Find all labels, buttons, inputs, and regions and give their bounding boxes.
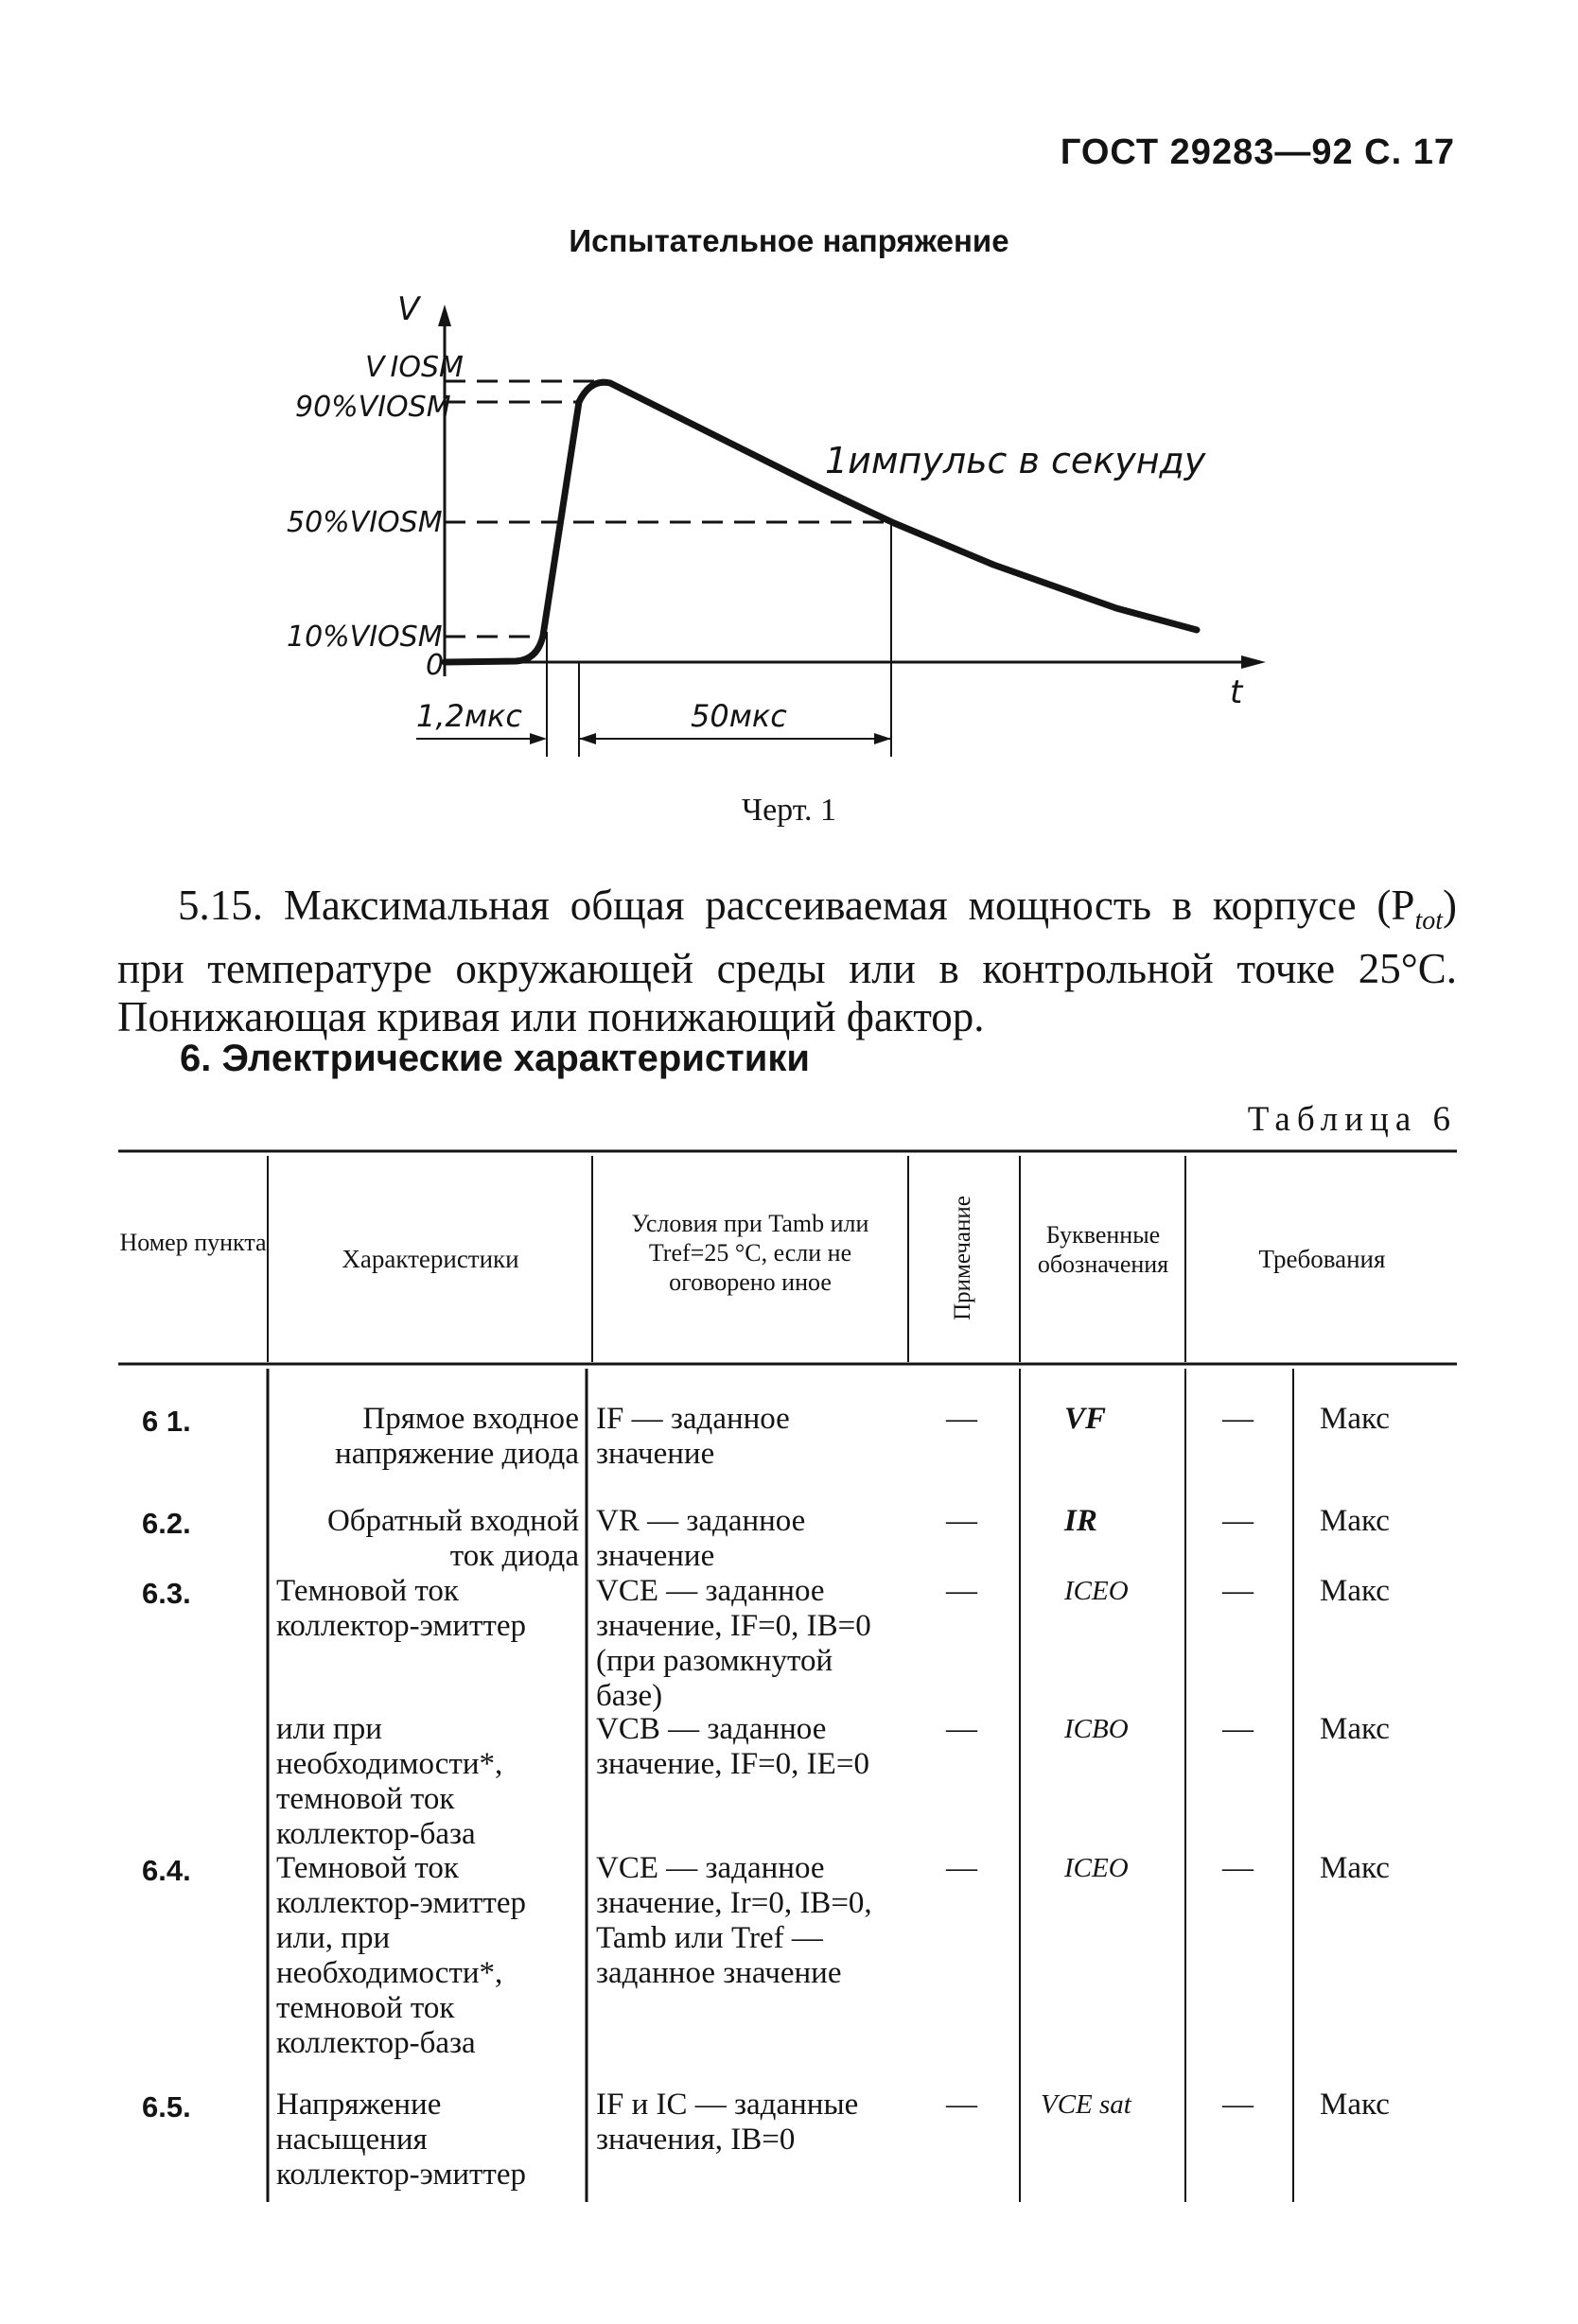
row-6-2-symbol: IR [1064, 1504, 1097, 1538]
section-heading: 6. Электрические характеристики [180, 1038, 810, 1079]
duration-arrow-left [579, 733, 596, 744]
row-6-1-req-min: — [1222, 1402, 1254, 1436]
zero-label: 0 [426, 649, 445, 682]
row-6-1-req-max: Макс [1320, 1402, 1390, 1436]
y-axis-arrow [438, 305, 451, 326]
row-6-3b-req-max: Макс [1320, 1712, 1390, 1746]
pulse-label: 1импульс в секунду [825, 440, 1206, 481]
row-6-2-note: — [946, 1504, 977, 1538]
row-6-4-req-max: Макс [1320, 1851, 1390, 1885]
row-6-3b-condition: VCB — заданное значение, IF=0, IE=0 [596, 1712, 869, 1781]
table-label: Таблица 6 [1247, 1100, 1457, 1139]
row-6-1-symbol: VF [1064, 1402, 1107, 1436]
header-conditions: Условия при Tamb или Tref=25 °С, если не оговорено иное [631, 1210, 869, 1296]
row-6-5-req-min: — [1222, 2088, 1254, 2122]
header-note: Примечание [950, 1196, 975, 1320]
row-6-4-condition: VCE — заданное значение, Ir=0, IB=0, Tamb или Tref — заданное значение [596, 1851, 872, 1990]
row-6-3-number: 6.3. [142, 1577, 191, 1610]
paragraph-number: 5.15. [178, 882, 263, 929]
ptot-subscript: tot [1414, 906, 1443, 935]
p90-label: 90%VIOSM [295, 391, 451, 424]
p10-label: 10%VIOSM [287, 620, 443, 654]
row-6-4-symbol: ICEO [1064, 1853, 1129, 1883]
rise-time-label: 1,2мкс [416, 698, 522, 734]
paragraph-5-15 [117, 882, 1457, 1041]
row-6-1-note: — [946, 1402, 977, 1436]
rise-arrow-head [530, 733, 547, 744]
row-6-4-number: 6.4. [142, 1854, 191, 1887]
test-voltage-diagram [0, 284, 1578, 776]
row-6-5-symbol: VCE sat [1041, 2089, 1131, 2120]
row-6-3-req-max: Макс [1320, 1574, 1390, 1608]
x-axis-arrow [1241, 655, 1266, 669]
v-iosm-label: V IOSM [365, 351, 464, 384]
header-requirements: Требования [1258, 1245, 1386, 1273]
row-6-5-characteristic: Напряжение насыщения коллектор-эмиттер [276, 2088, 526, 2192]
page-header: ГОСТ 29283—92 С. 17 [1060, 132, 1455, 172]
paragraph-text-2: ) при температуре окружающей среды или в контрольной точке 25°С. Понижающая кривая или понижающий фактор. [117, 882, 1457, 1040]
figure-title: Испытательное напряжение [569, 223, 1009, 258]
row-6-1-characteristic: Прямое входное напряжение диода [335, 1402, 579, 1471]
row-6-3-symbol: ICEO [1064, 1576, 1129, 1606]
row-6-3b-req-min: — [1222, 1712, 1254, 1746]
figure-caption: Черт. 1 [741, 793, 837, 828]
row-6-3-note: — [946, 1574, 977, 1608]
row-6-3-characteristic: Темновой ток коллектор-эмиттер [276, 1574, 526, 1643]
duration-arrow-right [874, 733, 891, 744]
row-6-2-number: 6.2. [142, 1507, 191, 1540]
duration-label: 50мкс [691, 698, 787, 734]
x-axis-label: t [1230, 673, 1243, 711]
pulse-curve [445, 382, 1197, 662]
header-letter-designations: Буквенные обозначения [1037, 1221, 1169, 1278]
row-6-2-characteristic: Обратный входной ток диода [326, 1504, 579, 1573]
row-6-3b-characteristic: или при необходимости*, темновой ток коллектор-база [276, 1712, 503, 1851]
row-6-2-req-max: Макс [1320, 1504, 1390, 1538]
row-6-2-condition: VR — заданное значение [596, 1504, 806, 1573]
row-6-3-req-min: — [1222, 1574, 1254, 1608]
row-6-5-req-max: Макс [1320, 2088, 1390, 2122]
row-6-5-number: 6.5. [142, 2090, 191, 2123]
row-6-4-req-min: — [1222, 1851, 1254, 1885]
p50-label: 50%VIOSM [287, 506, 443, 539]
y-axis-label: V [397, 290, 420, 328]
row-6-3b-note: — [946, 1712, 977, 1746]
row-6-3-condition: VCE — заданное значение, IF=0, IB=0 (при разомкнутой базе) [596, 1574, 871, 1713]
row-6-2-req-min: — [1222, 1504, 1254, 1538]
row-6-4-characteristic: Темновой ток коллектор-эмиттер или, при необходимости*, темновой ток коллектор-база [276, 1851, 526, 2060]
row-6-1-condition: IF — заданное значение [596, 1402, 790, 1471]
row-6-1-number: 6 1. [142, 1405, 191, 1438]
row-6-4-note: — [946, 1851, 977, 1885]
paragraph-text-1: Максимальная общая рассеиваемая мощность в корпусе (P [283, 882, 1415, 929]
header-number: Номер пункта [119, 1229, 267, 1256]
row-6-5-note: — [946, 2088, 977, 2122]
row-6-5-condition: IF и IC — заданные значения, IB=0 [596, 2088, 859, 2157]
header-characteristics: Характеристики [342, 1245, 519, 1273]
row-6-3b-symbol: ICBO [1064, 1714, 1129, 1744]
